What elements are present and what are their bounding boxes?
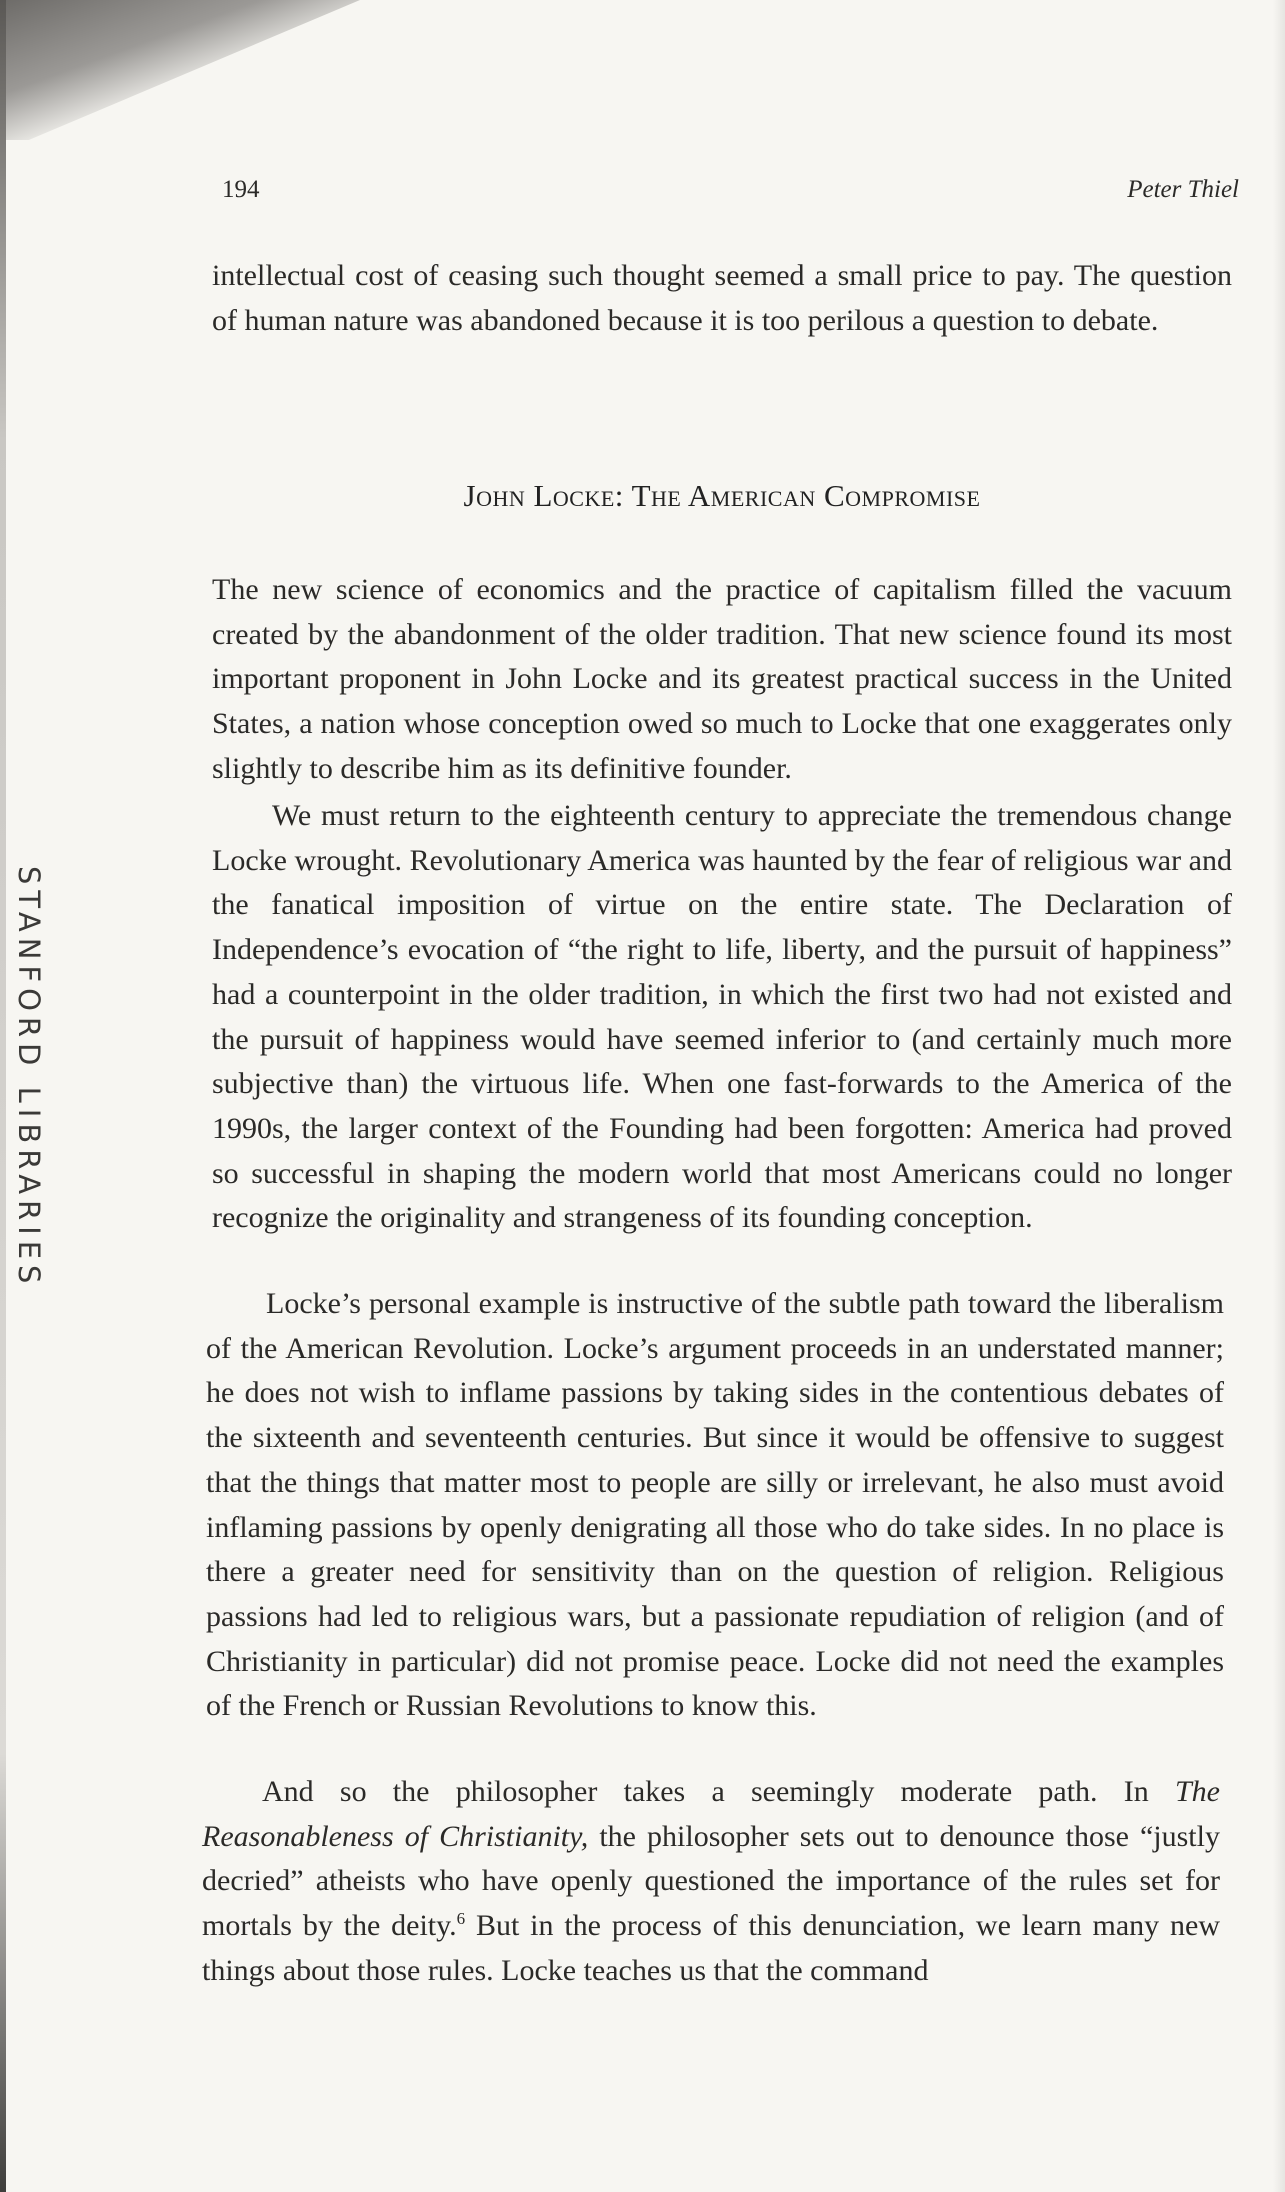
intro-paragraph: intellectual cost of ceasing such thought seemed a small price to pay. The question of human nature was abandoned because it is too perilous a question to debate. bbox=[212, 259, 1232, 337]
library-watermark bbox=[4, 818, 54, 1338]
paragraph-4-lead: And so the philosopher takes a seemingly moderate path. In bbox=[262, 1775, 1175, 1808]
body-paragraph-2: We must return to the eighteenth century to appreciate the tremendous change Locke wrought. Revolutionary America was haunted by the fear of religious war and the fanatical imposition of virtue on the entire state. The Declaration of Independence’s evocation of “the right to life, liberty, and the pursuit of happiness” had a counterpoint in the older tradition, in which the first two had not existed and the pursuit of happiness would have seemed inferior to (and certainly much more subjective than) the virtuous life. When one fast-forwards to the America of the 1990s, the larger context of the Founding had been forgotten: America had proved so successful in shaping the modern world that most Americans could no longer recognize the originality and strangeness of its founding conception. bbox=[212, 799, 1232, 1235]
scan-shadow-corner bbox=[0, 0, 360, 140]
paragraph-4-tail: But in the process of this denunciation, we learn many new things about those rules. Locke teaches us that the command bbox=[202, 1909, 1220, 1987]
paragraph-4-middle: the philosopher sets out to denounce those “justly decried” atheists who have openly questioned the importance of the rules set for mortals by the deity. bbox=[202, 1819, 1220, 1943]
body-paragraph-3: Locke’s personal example is instructive of the subtle path toward the liberalism of the American Revolution. Locke’s argument proceeds in an understated manner; he does not wish to inflame passions by taking sides in the contentious debates of the sixteenth and seventeenth centuries. But since it would be offensive to suggest that the things that matter most to people are silly or irrelevant, he also must avoid inflaming passions by openly denigrating all those who do take sides. In no place is there a greater need for sensitivity than on the question of religion. Religious passions had led to religious wars, but a passionate repudiation of religion (and of Christianity in particular) did not promise peace. Locke did not need the examples of the French or Russian Revolutions to know this. bbox=[206, 1287, 1224, 1723]
book-title: The Reasonableness of Christianity, bbox=[202, 1775, 1220, 1853]
page-number: 194 bbox=[222, 176, 260, 203]
body-paragraph-4 bbox=[202, 1770, 1220, 1994]
footnote-marker[interactable]: 6 bbox=[456, 1909, 466, 1929]
body-paragraph-1: The new science of economics and the practice of capitalism filled the vacuum created by the abandonment of the older tradition. That new science found its most important proponent in John Locke and its greatest practical success in the United States, a nation whose conception owed so much to Locke that one exaggerates only slightly to describe him as its definitive founder. bbox=[212, 573, 1232, 785]
section-heading: John Locke: The American Compromise bbox=[463, 478, 981, 513]
watermark-text: STANFORD LIBRARIES bbox=[12, 866, 46, 1290]
scan-edge-right bbox=[1273, 0, 1285, 2192]
running-head: Peter Thiel bbox=[1127, 176, 1239, 203]
page-header bbox=[222, 176, 1239, 204]
